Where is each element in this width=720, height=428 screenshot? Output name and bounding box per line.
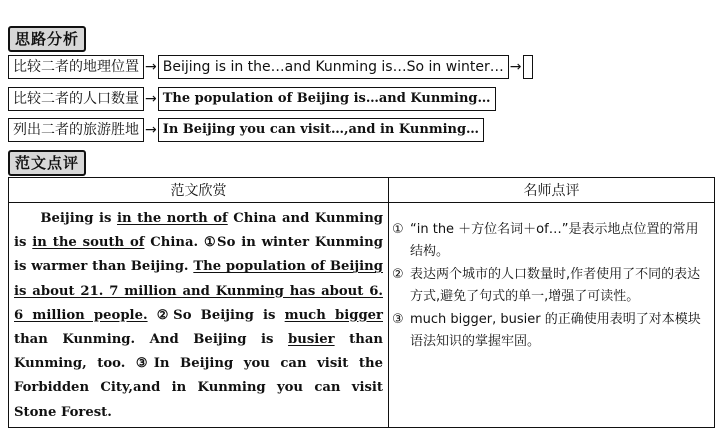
flow-step-population: 比较二者的人口数量 (8, 87, 144, 111)
model-essay (9, 203, 389, 428)
flow-example-population: The population of Beijing is…and Kunming… (158, 87, 496, 111)
comment-number: ② (392, 267, 404, 282)
comment-number: ③ (392, 312, 404, 327)
comment-item (392, 219, 710, 263)
flow-row-population (8, 87, 496, 111)
analysis-section-tag: 思路分析 (8, 26, 86, 52)
essay-underlined-phrase: much bigger (284, 307, 384, 323)
comments-column-header: 名师点评 (389, 178, 715, 203)
essay-text: ②So Beijing is (147, 307, 285, 323)
essay-text: Beijing is (40, 211, 118, 226)
essay-text: China and Kunming is (14, 211, 383, 251)
review-section-tag: 范文点评 (8, 150, 86, 176)
flow-step-attractions: 列出二者的旅游胜地 (8, 118, 144, 142)
essay-text: than Kunming, too. ③In Beijing you can visit the Forbidden City,and in Kunming you can visit Stone Forest. (14, 332, 383, 420)
right-arrow-icon: → (145, 122, 157, 138)
teacher-comments (389, 203, 715, 428)
right-arrow-icon: → (509, 59, 522, 75)
essay-text: than Kunming. And Beijing is (14, 332, 289, 348)
right-arrow-icon: → (145, 91, 157, 107)
right-arrow-icon: → (145, 59, 157, 75)
flow-row-location (8, 55, 533, 79)
comment-text: “in the ＋方位名词＋of…”是表示地点位置的常用结构。 (410, 222, 699, 259)
comment-item (392, 264, 710, 308)
essay-underlined-phrase: in the north of (117, 211, 228, 226)
essay-underlined-phrase: in the south of (32, 235, 145, 251)
essay-column-header: 范文欣赏 (9, 178, 389, 203)
flow-substep-climate: Beijing is in the…and Kunming is…So in winter… (158, 55, 509, 79)
essay-review-table (8, 177, 715, 428)
flow-example-location (523, 55, 533, 79)
comment-item (392, 309, 710, 353)
essay-underlined-phrase: busier (288, 332, 335, 348)
comment-text: much bigger, busier 的正确使用表明了对本模块语法知识的掌握牢固。 (410, 312, 701, 349)
flow-step-location: 比较二者的地理位置 (8, 55, 144, 79)
comment-text: 表达两个城市的人口数量时,作者使用了不同的表达方式,避免了句式的单一,增强了可读性。 (410, 267, 701, 304)
flow-example-attractions: In Beijing you can visit…,and in Kunming… (158, 118, 484, 142)
essay-text: China. ①So in winter Kunming is warmer than Beijing. (14, 235, 383, 275)
comment-number: ① (392, 222, 404, 237)
flow-row-attractions (8, 118, 484, 142)
essay-underlined-phrase: The population of Beijing is about 21. 7 million and Kunming has about 6. 6 million people. (14, 259, 383, 323)
